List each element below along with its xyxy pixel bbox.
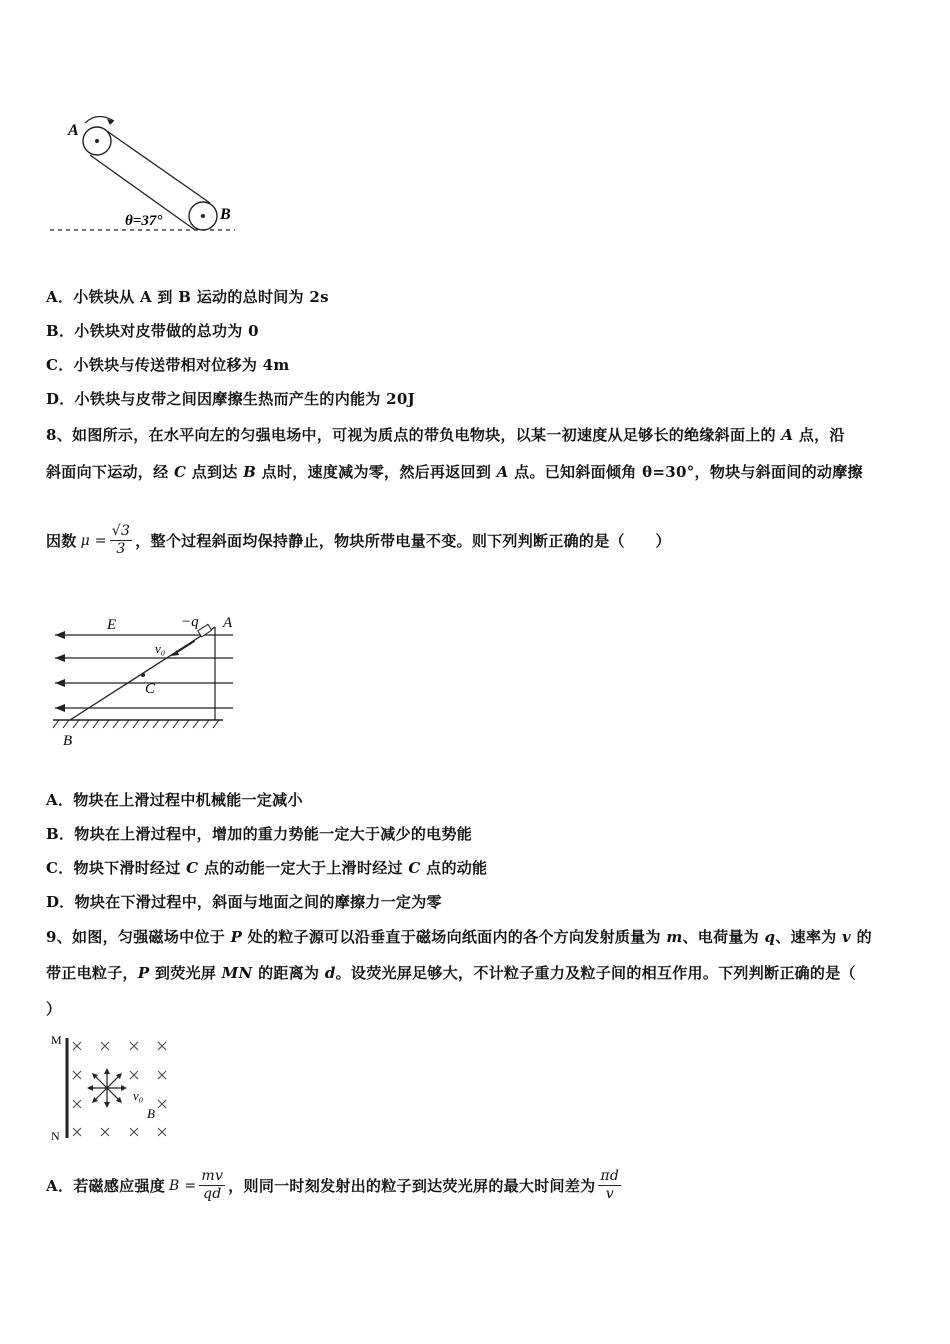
field-label-e: E [107, 617, 117, 633]
label-b: B [220, 206, 231, 223]
screen-m-label: M [51, 1033, 62, 1047]
velocity-label-v0: v₀ [133, 1088, 144, 1103]
q9-stem-line3: ） [46, 1000, 62, 1018]
point-c-label: C [145, 681, 156, 697]
q8-stem-line3: 因数 μ = $\frac{√3}{3}$ ，整个过程斜面均保持静止，物块所带电量不变。则下列判断正确的是（ ） [46, 523, 671, 557]
q7-option-d: D．小铁块与皮带之间因摩擦生热而产生的内能为 20J [46, 390, 416, 408]
mu-formula: μ = [80, 532, 107, 549]
q7-option-b: B．小铁块对皮带做的总功为 0 [46, 322, 259, 340]
point-a-label: A [223, 615, 233, 631]
magnetic-field-figure [45, 1030, 185, 1145]
field-label-b: B [147, 1106, 155, 1121]
label-a: A [68, 122, 79, 139]
point-b-label: B [63, 733, 73, 749]
incline-field-figure [45, 605, 255, 750]
q7-option-c: C．小铁块与传送带相对位移为 4m [46, 356, 290, 374]
q9-option-a: A．若磁感应强度 B = $\frac{mv}{qd}$ ，则同一时刻发射出的粒子到达荧光屏的最大时间差为 $\frac{\pi d}{v}$ [46, 1168, 620, 1202]
q8-option-b: B．物块在上滑过程中，增加的重力势能一定大于减少的电势能 [46, 825, 473, 843]
screen-n-label: N [51, 1129, 60, 1143]
mu-fraction: $\frac{√3}{3}$ [111, 523, 131, 557]
angle-label: θ=37° [125, 213, 163, 229]
q8-stem-line1: 8、如图所示，在水平向左的匀强电场中，可视为质点的带负电物块，以某一初速度从足够长的绝缘斜面上的 A 点，沿 [46, 426, 845, 444]
time-fraction: $\frac{\pi d}{v}$ [600, 1168, 620, 1202]
b-fraction: $\frac{mv}{qd}$ [201, 1168, 224, 1202]
b-formula: B = [169, 1177, 197, 1194]
q9-stem-line2: 带正电粒子，P 到荧光屏 MN 的距离为 d。设荧光屏足够大，不计粒子重力及粒子间的相互作用。下列判断正确的是（ [46, 964, 856, 982]
q8-option-c: C．物块下滑时经过 C 点的动能一定大于上滑时经过 C 点的动能 [46, 859, 488, 877]
conveyor-belt-figure [40, 105, 260, 240]
q7-option-a: A．小铁块从 A 到 B 运动的总时间为 2s [46, 288, 329, 306]
q9-stem-line1: 9、如图，匀强磁场中位于 P 处的粒子源可以沿垂直于磁场向纸面内的各个方向发射质量为 m、电荷量为 q、速率为 v 的 [46, 928, 872, 946]
velocity-label: v₀ [155, 641, 166, 656]
charge-label: −q [181, 614, 199, 630]
q8-stem-line2: 斜面向下运动，经 C 点到达 B 点时，速度减为零，然后再返回到 A 点。已知斜面倾角 θ=30°，物块与斜面间的动摩擦 [46, 463, 863, 481]
q8-option-d: D．物块在下滑过程中，斜面与地面之间的摩擦力一定为零 [46, 893, 442, 911]
q8-option-a: A．物块在上滑过程中机械能一定减小 [46, 791, 303, 809]
